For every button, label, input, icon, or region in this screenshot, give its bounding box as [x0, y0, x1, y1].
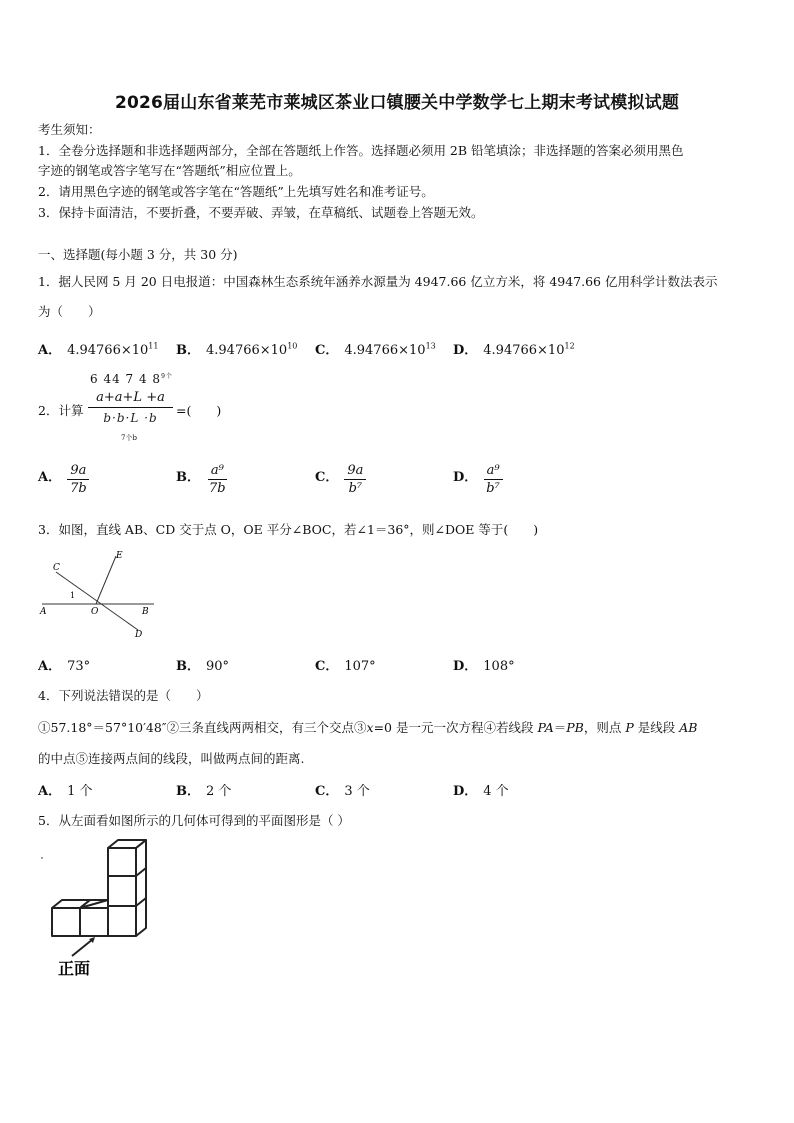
label-d: D — [135, 630, 143, 640]
notice-heading: 考生须知： — [38, 122, 101, 137]
option-label: C． — [315, 784, 339, 799]
option-label: A． — [38, 784, 62, 799]
q2-option-d[interactable] — [453, 463, 503, 496]
cube-bottom-right — [108, 906, 136, 936]
question-3-text: 3．如图，直线 AB、CD 交于点 O，OE 平分∠BOC，若∠1＝36°，则∠DOE 等于( ) — [38, 522, 539, 537]
q2-option-c[interactable] — [315, 463, 366, 496]
q1-option-b[interactable]: B． $4.94766\times 10^{10}$ — [176, 341, 298, 358]
notice-line-2: 字迹的钢笔或答字笔写在“答题纸”相应位置上。 — [38, 163, 301, 178]
label-b: B — [142, 607, 149, 617]
ray-oe — [96, 556, 116, 604]
q1-option-d[interactable]: D． $4.94766\times 10^{12}$ — [453, 341, 575, 358]
q2-denominator: b·b·L ·b — [103, 411, 158, 425]
option-label: C． — [315, 343, 339, 358]
cube-side-face — [136, 840, 146, 936]
option-label: B． — [176, 470, 200, 485]
q3-angle-figure — [36, 546, 166, 642]
q2-brace-top: 6 44 7 4 $8^{9个}$ — [90, 372, 173, 386]
question-1-text-cont: 为（ ） — [38, 304, 101, 319]
option-label: D． — [453, 784, 478, 799]
question-4-statements-cont: 的中点⑤连接两点间的线段，叫做两点间的距离. — [38, 751, 305, 766]
option-label: D． — [453, 343, 478, 358]
page-title: 2026届山东省莱芜市莱城区茶业口镇腰关中学数学七上期末考试模拟试题 — [114, 93, 680, 113]
q2-expression — [88, 390, 173, 425]
q2-option-b[interactable] — [176, 463, 229, 496]
q2-prefix: 2．计算 — [38, 403, 84, 418]
cube-bottom-left — [52, 908, 80, 936]
option-label: C． — [315, 470, 339, 485]
question-4-text: 4．下列说法错误的是（ ） — [38, 688, 209, 703]
q2-suffix: =( ) — [176, 403, 222, 418]
notice-line-4: 3．保持卡面清洁，不要折叠，不要弄破、弄皱，在草稿纸、试题卷上答题无效。 — [38, 205, 484, 220]
notice-line-1: 1．全卷分选择题和非选择题两部分，全部在答题纸上作答。选择题必须用 2B 铅笔填涂；非选择题的答案必须用黑色 — [38, 143, 684, 158]
q1-option-a[interactable]: A． $4.94766\times 10^{11}$ — [38, 341, 159, 358]
q4-option-d[interactable]: D． 4 个 — [453, 784, 509, 799]
q5-cube-figure — [38, 836, 163, 981]
front-label: 正面 — [58, 959, 91, 978]
q4-option-a[interactable]: A． 1 个 — [38, 784, 93, 799]
q1-option-c[interactable]: C． $4.94766\times 10^{13}$ — [315, 341, 436, 358]
scan-speck — [41, 857, 43, 859]
section-heading: 一、选择题(每小题 3 分，共 30 分) — [38, 247, 238, 262]
q4-option-b[interactable]: B． 2 个 — [176, 784, 232, 799]
fraction: $\frac{9a}{7b}$ — [67, 463, 90, 496]
label-a: A — [40, 607, 47, 617]
option-label: D． — [453, 659, 478, 674]
q3-option-d[interactable]: D． 108° — [453, 659, 515, 674]
option-label: A． — [38, 343, 62, 358]
cube-bottom-mid — [80, 908, 108, 936]
label-e: E — [116, 551, 123, 561]
fraction: $\frac{9a}{\text{b⁷}}$ — [344, 463, 366, 496]
q3-option-c[interactable]: C． 107° — [315, 659, 376, 674]
q2-option-a[interactable] — [38, 463, 90, 496]
front-arrow — [72, 939, 93, 956]
fraction: $\frac{\text{a⁹}}{7b}$ — [209, 463, 226, 496]
cube-top — [108, 848, 136, 876]
option-label: B． — [176, 784, 200, 799]
option-label: B． — [176, 659, 200, 674]
q3-option-a[interactable]: A． 73° — [38, 659, 91, 674]
question-1-text: 1．据人民网 5 月 20 日电报道：中国森林生态系统年涵养水源量为 4947.66 亿立方米，将 4947.66 亿用科学计数法表示 — [38, 274, 718, 289]
option-label: B． — [176, 343, 200, 358]
question-5-text: 5．从左面看如图所示的几何体可得到的平面图形是（ ） — [38, 813, 350, 828]
cube-middle — [108, 876, 136, 906]
label-1: 1 — [70, 591, 76, 600]
q2-numerator: a+a+L +a — [88, 390, 173, 408]
q4-option-c[interactable]: C． 3 个 — [315, 784, 370, 799]
option-label: C． — [315, 659, 339, 674]
label-c: C — [53, 563, 60, 573]
option-label: A． — [38, 470, 62, 485]
label-o: O — [91, 607, 99, 617]
q2-brace-bottom: 7个b — [121, 434, 137, 442]
option-label: A． — [38, 659, 62, 674]
question-4-statements: ①57.18°＝57°10′48″②三条直线两两相交，有三个交点③x=0 是一元一次方程④若线段 PA＝PB，则点 P 是线段 AB — [38, 720, 698, 735]
fraction: $\frac{\text{a⁹}}{\text{b⁷}}$ — [483, 463, 503, 496]
notice-line-3: 2．请用黑色字迹的钢笔或答字笔在“答题纸”上先填写姓名和准考证号。 — [38, 184, 434, 199]
option-label: D． — [453, 470, 478, 485]
q3-option-b[interactable]: B． 90° — [176, 659, 230, 674]
